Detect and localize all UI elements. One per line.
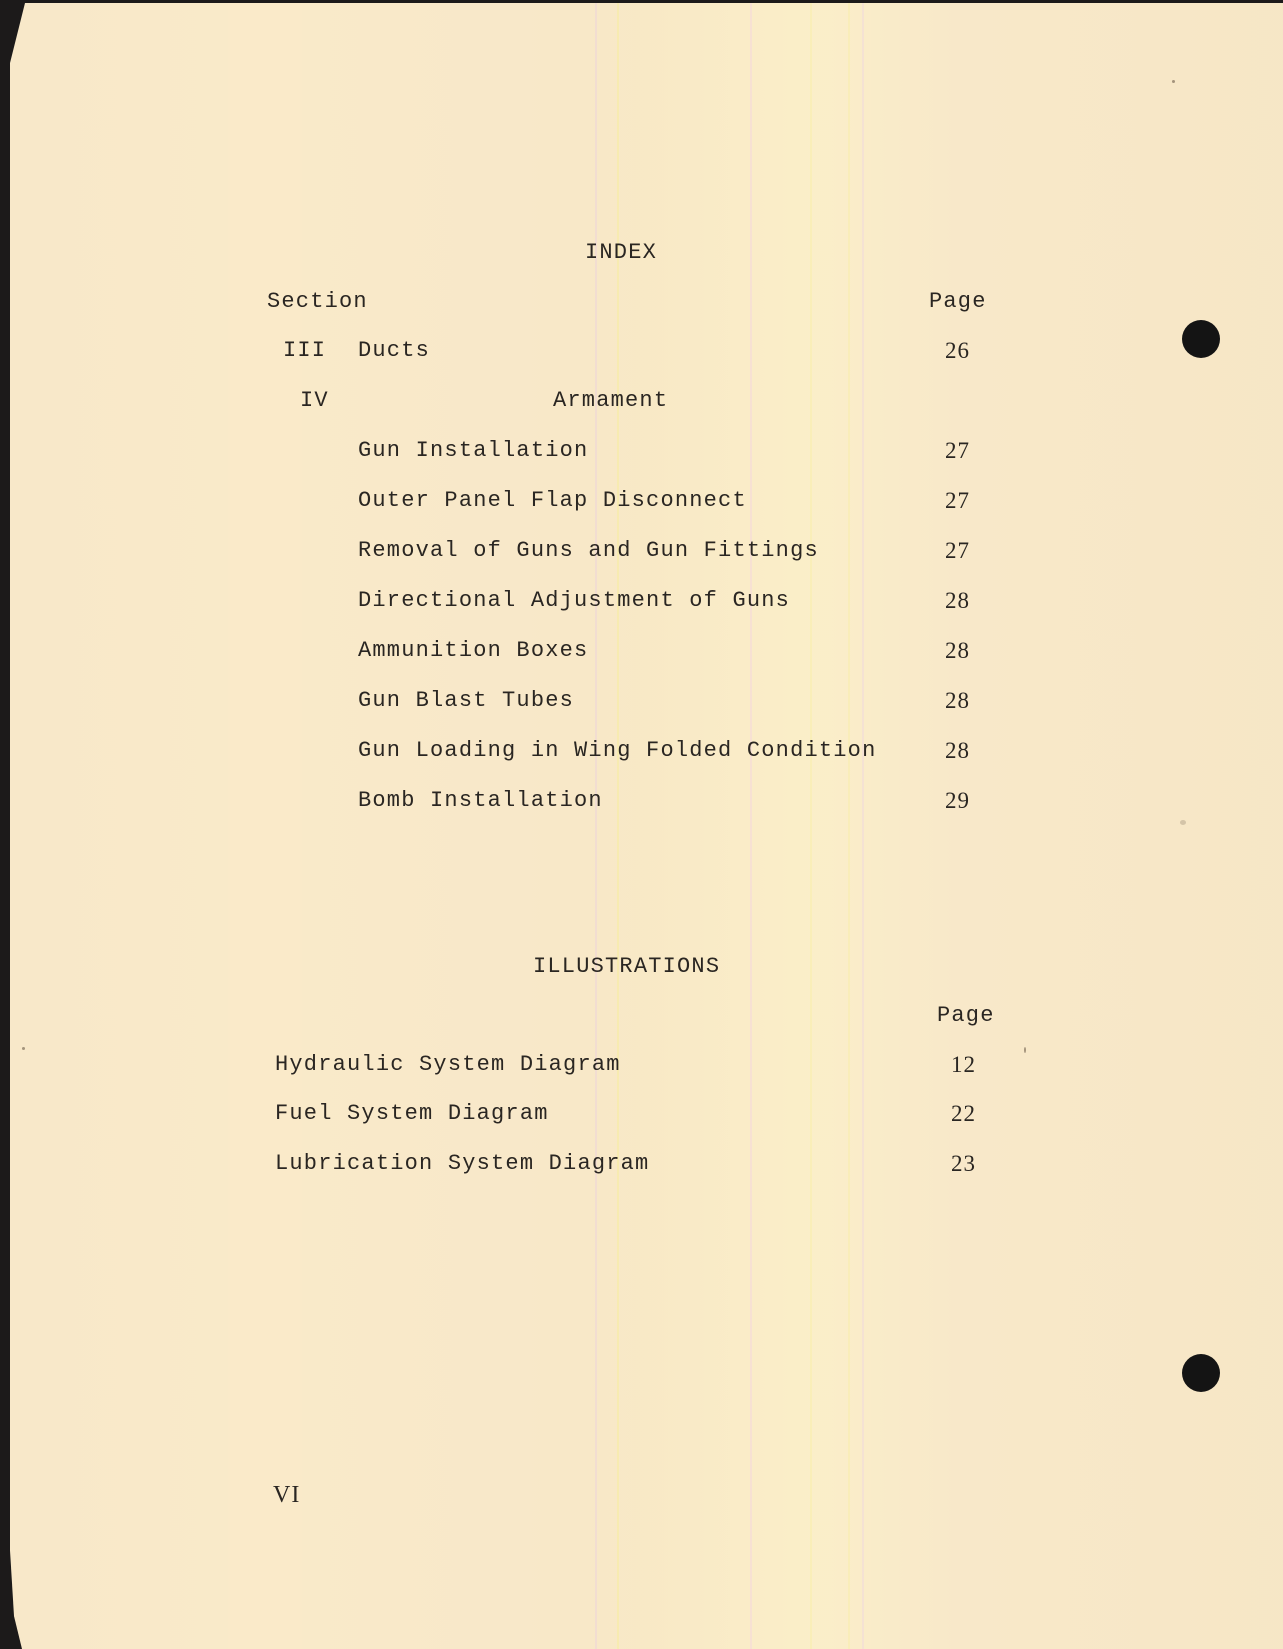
illustration-page: 23 <box>951 1151 976 1176</box>
punch-hole-top <box>1182 320 1220 358</box>
illustration-page: 12 <box>951 1052 976 1077</box>
paper-speck <box>1024 1047 1026 1053</box>
page-column-header: Page <box>929 289 987 314</box>
entry-title: Removal of Guns and Gun Fittings <box>358 538 819 563</box>
illustrations-page-header: Page <box>937 1003 995 1028</box>
scan-streak <box>750 3 752 1649</box>
entry-page: 28 <box>945 738 970 763</box>
illustration-title: Hydraulic System Diagram <box>275 1052 621 1077</box>
paper-speck <box>1172 80 1175 83</box>
entry-title: Gun Installation <box>358 438 589 463</box>
scan-streak <box>848 3 850 1649</box>
illustrations-title: ILLUSTRATIONS <box>533 954 721 979</box>
section-page: 26 <box>945 338 970 363</box>
entry-page: 27 <box>945 488 970 513</box>
entry-page: 29 <box>945 788 970 813</box>
page-number: VI <box>273 1482 301 1508</box>
section-title: Armament <box>553 388 669 413</box>
scan-streak <box>862 3 864 1649</box>
paper-speck <box>1180 820 1186 825</box>
entry-page: 28 <box>945 638 970 663</box>
entry-page: 27 <box>945 538 970 563</box>
entry-title: Gun Blast Tubes <box>358 688 575 713</box>
entry-title: Ammunition Boxes <box>358 638 589 663</box>
scan-streak <box>810 3 812 1649</box>
paper-speck <box>22 1047 25 1050</box>
entry-title: Directional Adjustment of Guns <box>358 588 791 613</box>
section-number: III <box>283 338 327 363</box>
section-number: IV <box>300 388 329 413</box>
entry-page: 28 <box>945 688 970 713</box>
entry-page: 28 <box>945 588 970 613</box>
punch-hole-bottom <box>1182 1354 1220 1392</box>
entry-title: Outer Panel Flap Disconnect <box>358 488 747 513</box>
illustration-title: Lubrication System Diagram <box>275 1151 650 1176</box>
entry-title: Bomb Installation <box>358 788 603 813</box>
entry-title: Gun Loading in Wing Folded Condition <box>358 738 877 763</box>
entry-page: 27 <box>945 438 970 463</box>
section-column-header: Section <box>267 289 368 314</box>
index-title: INDEX <box>585 240 658 265</box>
illustration-page: 22 <box>951 1101 976 1126</box>
illustration-title: Fuel System Diagram <box>275 1101 549 1126</box>
section-title: Ducts <box>358 338 431 363</box>
